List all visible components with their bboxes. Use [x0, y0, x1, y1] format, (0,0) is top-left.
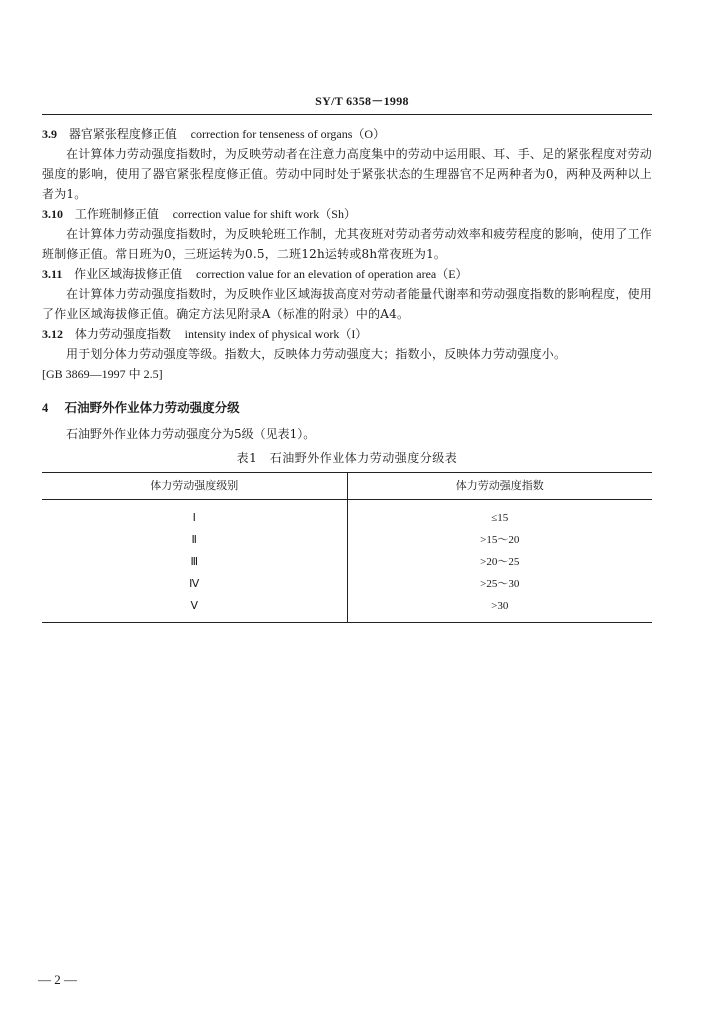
column-header-grade: 体力劳动强度级别 [42, 473, 347, 500]
section-3-10 [42, 204, 652, 264]
header-rule [42, 114, 652, 115]
section-4-paragraph: 石油野外作业体力劳动强度分为5级（见表1）。 [66, 427, 316, 441]
column-header-index: 体力劳动强度指数 [347, 473, 652, 500]
index-cell: >20～25 [347, 551, 652, 573]
grade-cell: Ⅲ [190, 556, 199, 568]
section-number: 3.11 [42, 267, 63, 281]
section-number: 3.10 [42, 207, 63, 221]
section-title: 石油野外作业体力劳动强度分级 [64, 400, 240, 415]
table-row [42, 500, 652, 530]
section-4-heading [42, 398, 652, 418]
section-term-english: correction for tenseness of organs（O） [190, 127, 386, 141]
section-term-english: intensity index of physical work（I） [184, 327, 368, 341]
table-row [42, 573, 652, 595]
table-header-row [42, 473, 652, 500]
section-paragraph: 在计算体力劳动强度指数时，为反映劳动者在注意力高度集中的劳动中运用眼、耳、手、足的紧张程度对劳动强度的影响，使用了器官紧张程度修正值。劳动中同时处于紧张状态的生理器官不足两种者为0，两种及两种以上者为1。 [42, 147, 652, 201]
section-paragraph: 在计算体力劳动强度指数时，为反映作业区域海拔高度对劳动者能量代谢率和劳动强度指数的影响程度，使用了作业区域海拔修正值。确定方法见附录A（标准的附录）中的A4。 [42, 287, 652, 321]
section-number: 3.12 [42, 327, 63, 341]
section-term: 器官紧张程度修正值 [68, 127, 177, 141]
index-cell: ≤15 [347, 500, 652, 530]
section-number: 4 [42, 401, 49, 415]
document-body [42, 124, 652, 623]
section-reference: [GB 3869—1997 中 2.5] [42, 367, 163, 381]
grade-cell: Ⅴ [190, 600, 199, 612]
table-row [42, 551, 652, 573]
index-cell: >15～20 [347, 529, 652, 551]
section-term: 工作班制修正值 [74, 207, 159, 221]
grade-cell: Ⅳ [189, 578, 200, 590]
section-paragraph: 用于划分体力劳动强度等级。指数大，反映体力劳动强度大；指数小，反映体力劳动强度小。 [66, 347, 567, 361]
section-paragraph: 在计算体力劳动强度指数时，为反映轮班工作制，尤其夜班对劳动者劳动效率和疲劳程度的影响，使用了工作班制修正值。常日班为0，三班运转为0.5，二班12h运转或8h常夜班为1。 [42, 227, 652, 261]
section-number: 3.9 [42, 127, 57, 141]
index-cell: >30 [347, 595, 652, 623]
page-number: — 2 — [38, 972, 77, 987]
index-cell: >25～30 [347, 573, 652, 595]
page-header: SY/T 6358－1998 [315, 94, 409, 108]
table-row [42, 529, 652, 551]
section-term: 作业区域海拔修正值 [74, 267, 183, 281]
grade-cell: Ⅱ [191, 534, 197, 546]
section-3-11 [42, 264, 652, 324]
grade-cell: Ⅰ [192, 512, 196, 524]
section-term: 体力劳动强度指数 [74, 327, 171, 341]
grade-table [42, 472, 652, 623]
section-term-english: correction value for an elevation of operation area（E） [196, 267, 468, 281]
section-3-9 [42, 124, 652, 204]
section-3-12 [42, 324, 652, 384]
table-row [42, 595, 652, 623]
table-caption: 表1 石油野外作业体力劳动强度分级表 [236, 451, 458, 465]
section-term-english: correction value for shift work（Sh） [172, 207, 356, 221]
